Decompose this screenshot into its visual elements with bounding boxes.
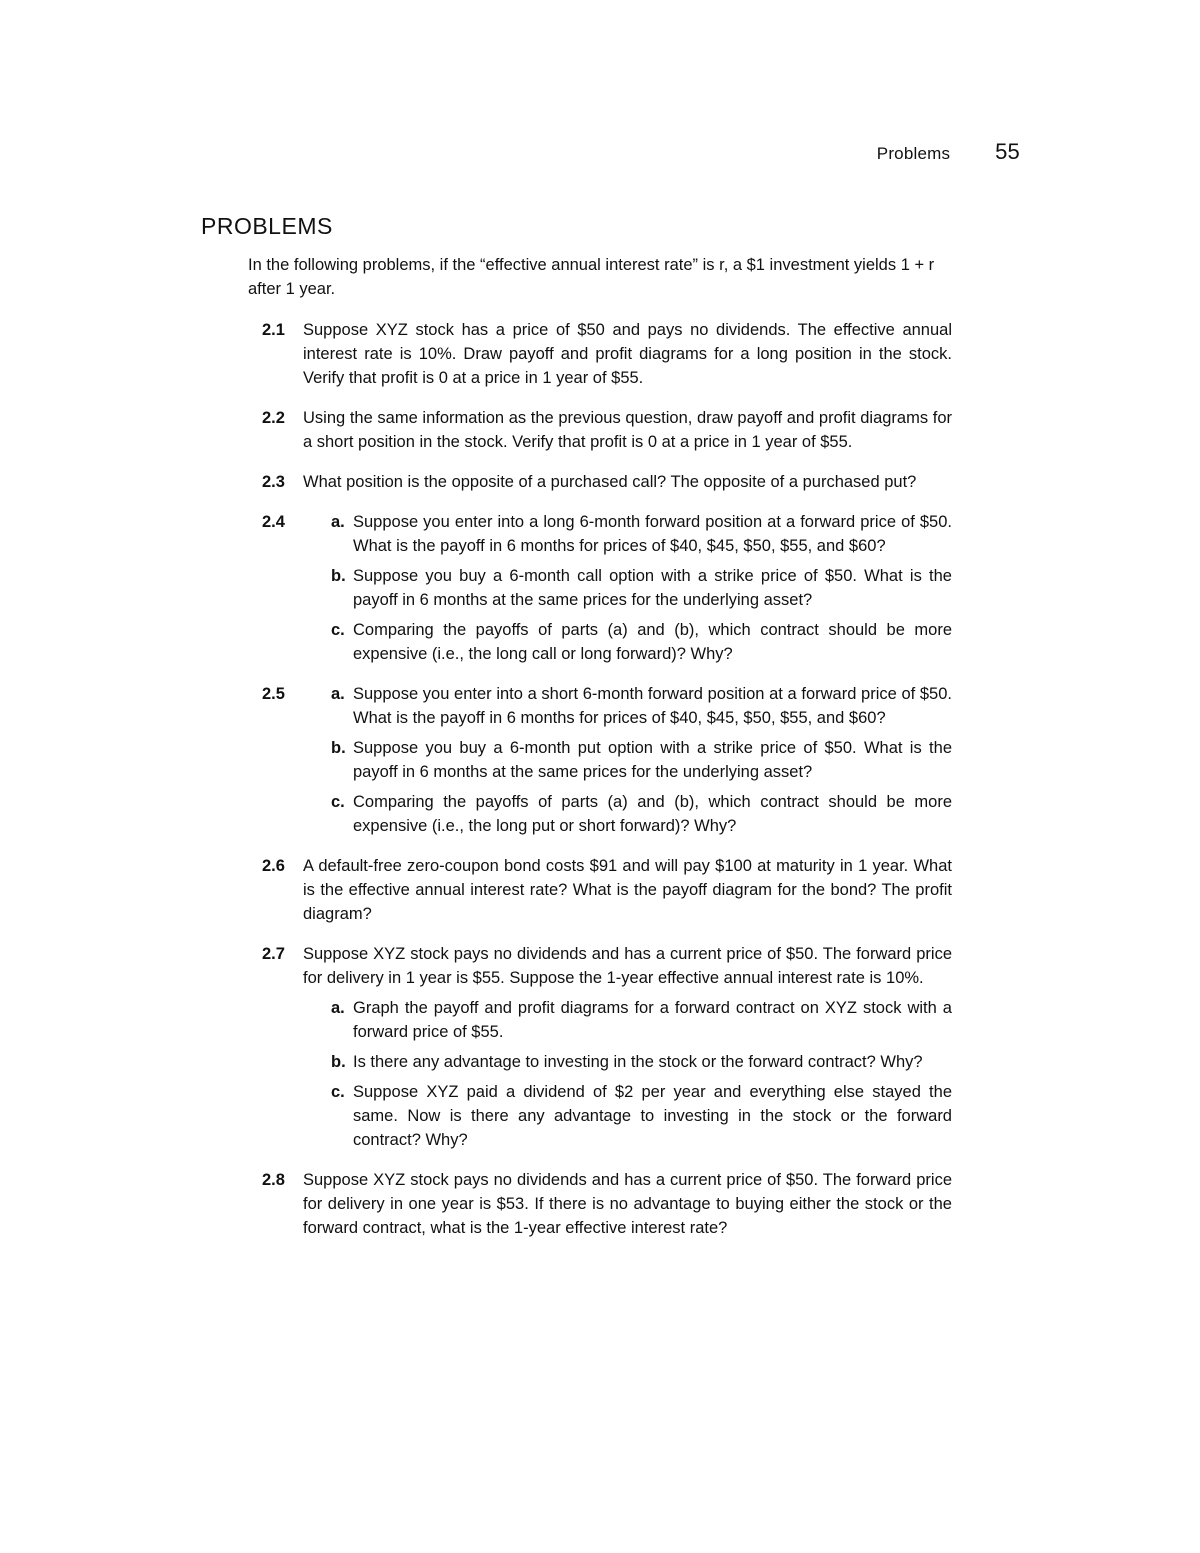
problem-number: 2.8 [262, 1171, 285, 1189]
subpart-label: a. [331, 685, 345, 703]
subpart-item [331, 682, 952, 730]
running-head-section: Problems [876, 144, 951, 163]
problem-text: Suppose XYZ stock pays no dividends and has a current price of $50. The forward price for delivery in one year is $53. If there is no advantage to buying either the stock or the forward contract, what is the 1-year effective interest rate? [303, 1171, 952, 1237]
problem-number: 2.1 [262, 321, 285, 339]
subpart-item [331, 618, 952, 666]
subpart-item [331, 790, 952, 838]
subpart-text: Suppose you buy a 6-month put option with a strike price of $50. What is the payoff in 6 months at the same prices for the underlying asset? [353, 739, 952, 781]
problem-text: What position is the opposite of a purchased call? The opposite of a purchased put? [303, 473, 917, 491]
problem-subparts [331, 996, 952, 1152]
problem-item [262, 682, 952, 838]
section-heading: PROBLEMS [201, 213, 333, 239]
problem-number: 2.5 [262, 685, 285, 703]
subpart-text: Suppose you enter into a long 6-month forward position at a forward price of $50. What is the payoff in 6 months for prices of $40, $45, $50, $55, and $60? [353, 513, 952, 555]
problem-item [262, 470, 952, 494]
subpart-text: Suppose you enter into a short 6-month forward position at a forward price of $50. What is the payoff in 6 months for prices of $40, $45, $50, $55, and $60? [353, 685, 952, 727]
subpart-item [331, 510, 952, 558]
subpart-item [331, 1080, 952, 1152]
problem-text: Using the same information as the previous question, draw payoff and profit diagrams for a short position in the stock. Verify that profit is 0 at a price in 1 year of $55. [303, 409, 952, 451]
subpart-item [331, 736, 952, 784]
problem-subparts [331, 682, 952, 838]
subpart-label: a. [331, 999, 345, 1017]
problem-number: 2.4 [262, 513, 285, 531]
subpart-item [331, 996, 952, 1044]
problem-item [262, 1168, 952, 1240]
subpart-label: b. [331, 567, 346, 585]
subpart-label: c. [331, 793, 345, 811]
subpart-item [331, 564, 952, 612]
problem-number: 2.7 [262, 945, 285, 963]
problem-number: 2.2 [262, 409, 285, 427]
subpart-text: Suppose XYZ paid a dividend of $2 per year and everything else stayed the same. Now is there any advantage to investing in the stock or the forward contract? Why? [353, 1083, 952, 1149]
subpart-label: c. [331, 1083, 345, 1101]
problem-number: 2.6 [262, 857, 285, 875]
problem-item [262, 510, 952, 666]
problem-text: A default-free zero-coupon bond costs $91 and will pay $100 at maturity in 1 year. What is the effective annual interest rate? What is the payoff diagram for the bond? The profit diagram? [303, 857, 952, 923]
intro-paragraph: In the following problems, if the “effective annual interest rate” is r, a $1 investment yields 1 + r after 1 year. [248, 256, 935, 298]
subpart-label: b. [331, 1053, 346, 1071]
problem-text: Suppose XYZ stock pays no dividends and has a current price of $50. The forward price for delivery in 1 year is $55. Suppose the 1-year effective annual interest rate is 10%. [303, 945, 952, 987]
problem-item [262, 318, 952, 390]
subpart-label: b. [331, 739, 346, 757]
subpart-text: Comparing the payoffs of parts (a) and (b), which contract should be more expensive (i.e., the long call or long forward)? Why? [353, 621, 952, 663]
problem-item [262, 854, 952, 926]
problem-subparts [331, 510, 952, 666]
subpart-text: Is there any advantage to investing in the stock or the forward contract? Why? [353, 1053, 923, 1071]
problem-item [262, 942, 952, 1152]
subpart-item [331, 1050, 952, 1074]
problem-text: Suppose XYZ stock has a price of $50 and pays no dividends. The effective annual interest rate is 10%. Draw payoff and profit diagrams for a long position in the stock. Verify that profit is 0 at a price in 1 year of $55. [303, 321, 952, 387]
problem-item [262, 406, 952, 454]
running-head [877, 139, 1020, 165]
subpart-label: a. [331, 513, 345, 531]
subpart-text: Suppose you buy a 6-month call option with a strike price of $50. What is the payoff in 6 months at the same prices for the underlying asset? [353, 567, 952, 609]
problem-number: 2.3 [262, 473, 285, 491]
subpart-text: Graph the payoff and profit diagrams for a forward contract on XYZ stock with a forward price of $55. [353, 999, 952, 1041]
page-number: 55 [995, 139, 1020, 164]
problem-list [262, 318, 952, 1256]
subpart-label: c. [331, 621, 345, 639]
subpart-text: Comparing the payoffs of parts (a) and (b), which contract should be more expensive (i.e., the long put or short forward)? Why? [353, 793, 952, 835]
